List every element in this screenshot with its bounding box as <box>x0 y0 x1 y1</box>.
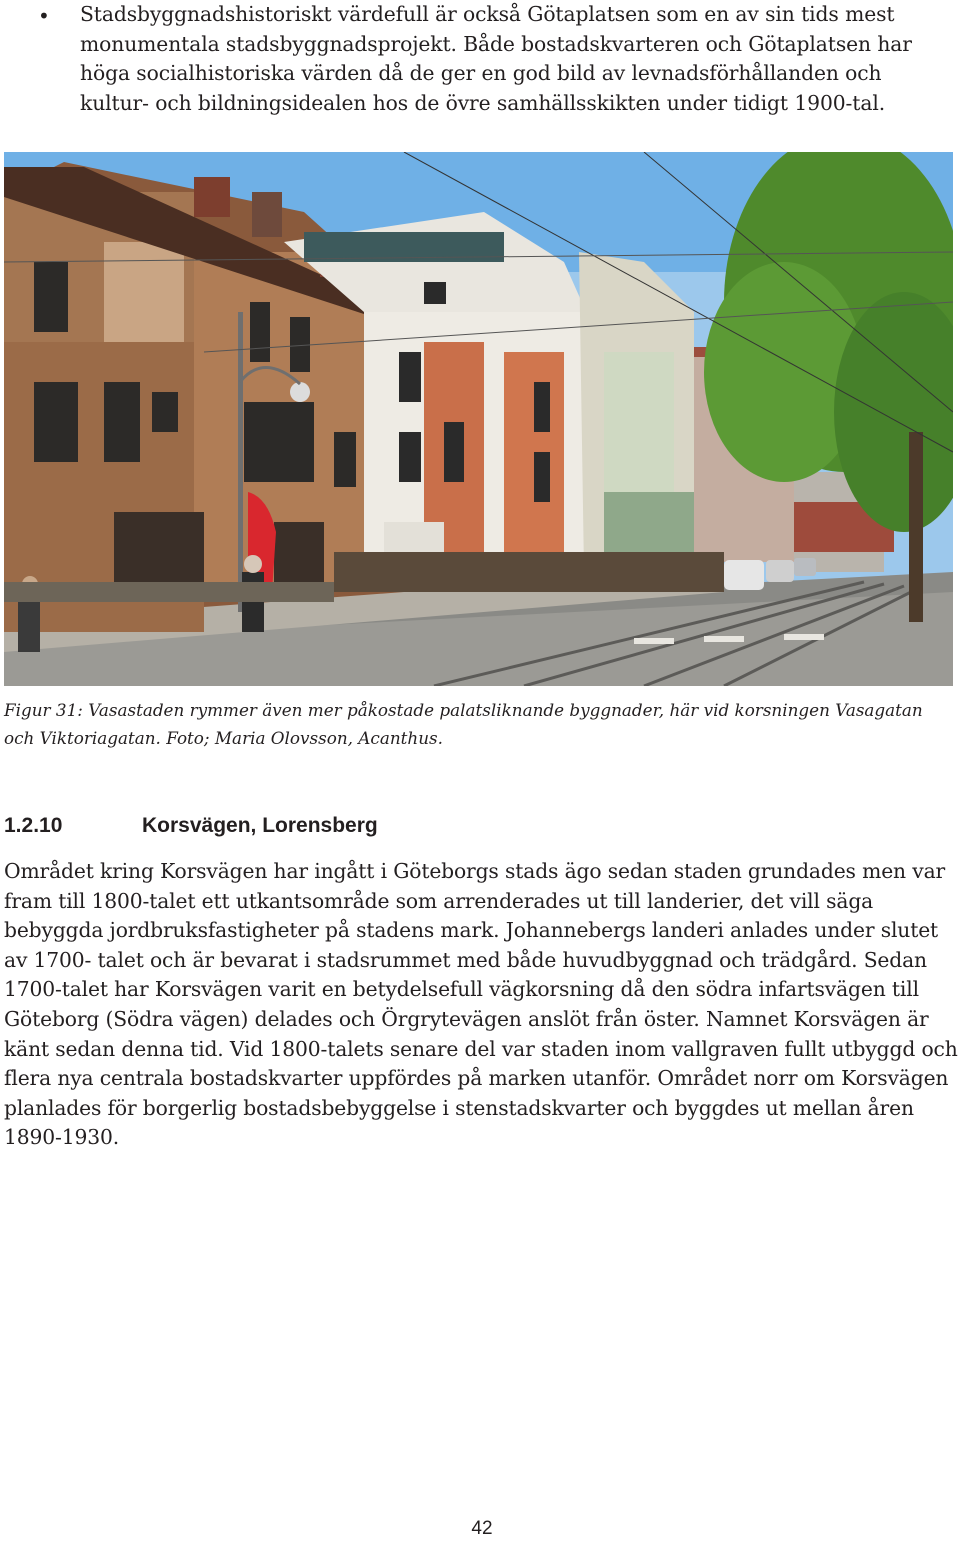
figure-caption: Figur 31: Vasastaden rymmer även mer påkostade palatsliknande byggnader, här vid korsningen Vasagatan och Viktoriagatan. Foto; Maria Olovsson, Acanthus. <box>4 700 923 748</box>
section-number: 1.2.10 <box>4 814 63 837</box>
page-number: 42 <box>471 1518 493 1539</box>
bullet-text: Stadsbyggnadshistoriskt värdefull är också Götaplatsen som en av sin tids mest monumentala stadsbyggnadsprojekt. Både bostadskvarteren och Götaplatsen har höga socialhistoriska värden då de ger en god bild av levnadsförhållanden och kultur- och bildningsidealen hos de övre samhällsskikten under tidigt 1900-tal. <box>80 2 912 115</box>
section-body: Området kring Korsvägen har ingått i Göteborgs stads ägo sedan staden grundades men var fram till 1800-talet ett utkantsområde som arrenderades ut till landerier, det vill säga bebyggda jordbruksfastigheter på stadens mark. Johannebergs landeri anlades under slutet av 1700- talet och är bevarat i stadsrummet med både huvudbyggnad och trädgård. Sedan 1700-talet har Korsvägen varit en betydelsefull vägkorsning då den södra infartsvägen till Göteborg (Södra vägen) delades och Örgrytevägen anslöt från öster. Namnet Korsvägen är känt sedan denna tid. Vid 1800-talets senare del var staden inom vallgraven fullt utbyggd och flera nya centrala bostadskvarter uppfördes på marken utanför. Området norr om Korsvägen planlades för borgerlig bostadsbebyggelse i stenstadskvarter och byggdes ut mellan åren 1890-1930. <box>4 859 958 1150</box>
bullet-marker: • <box>38 4 50 28</box>
section-title: Korsvägen, Lorensberg <box>142 814 378 837</box>
street-photo <box>4 152 953 686</box>
